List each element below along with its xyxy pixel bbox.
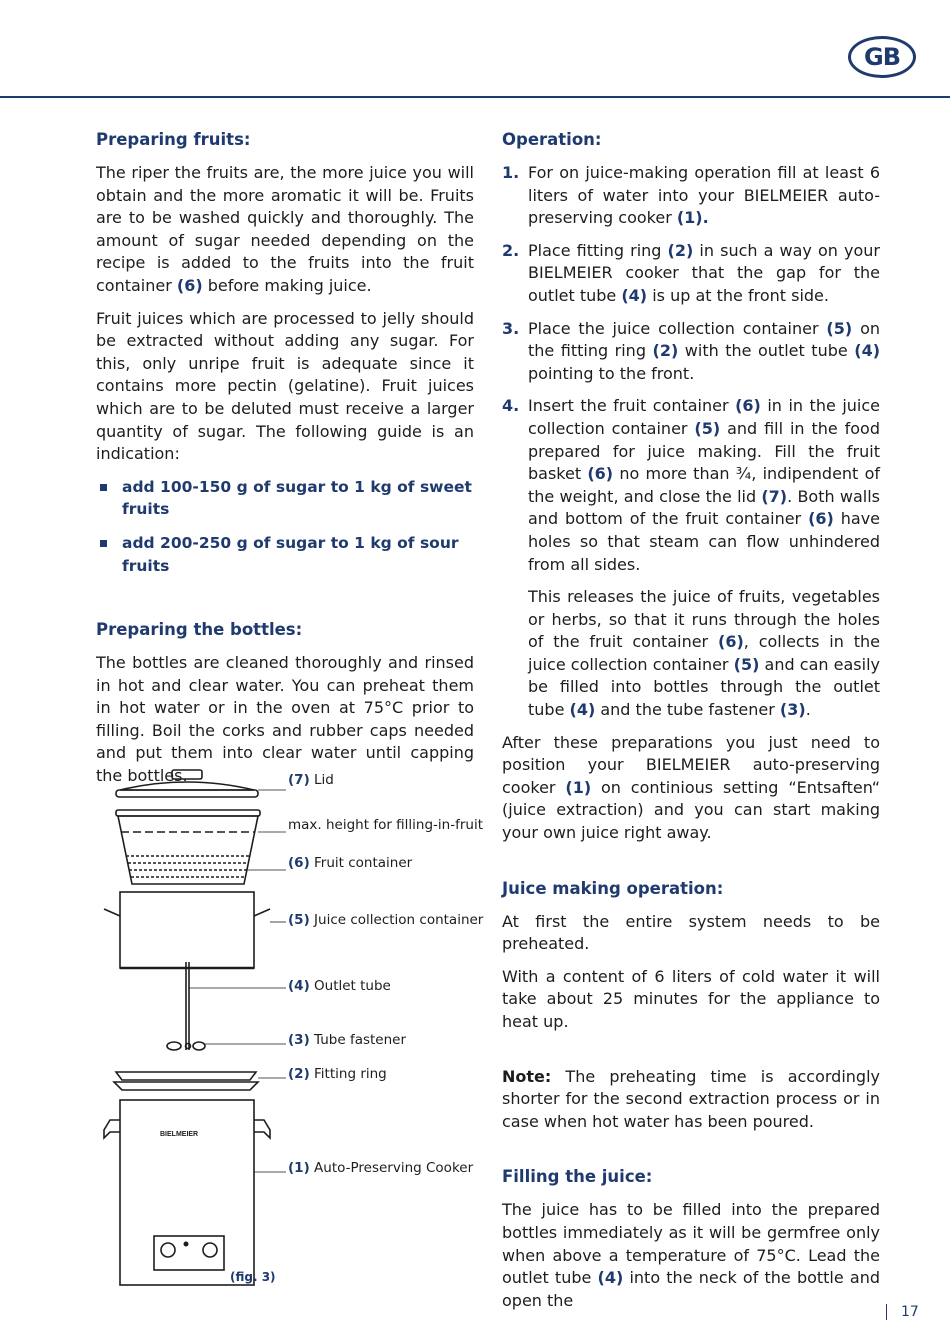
cooker-brand: BIELMEIER (160, 1131, 199, 1138)
paragraph: At first the entire system needs to be preheated. (502, 911, 880, 954)
step-item: 4. Insert the fruit container (6) in in the juice collection container (5) and fill in the food prepared for juice making. Fill the fruit basket (6) no more than ¾, indipendent of the weight, and close the lid (7). Both walls and bottom of the fruit container (6) have holes so that steam can flow unhindered from all sides. This releases the juice of fruits, vegetables or herbs, so that it runs through the holes of the fruit container (6), collects in the juice collection container (5) and can easily be filled into bottles through the outlet tube (4) and the tube fastener (3). (502, 396, 881, 720)
list-item: add 100-150 g of sugar to 1 kg of sweet fruits (96, 476, 474, 521)
operation-steps (502, 162, 880, 722)
language-badge: GB (848, 36, 916, 78)
step-item: 2. Place fitting ring (2) in such a way on your BIELMEIER cooker that the gap for the outlet tube (4) is up at the front side. (502, 240, 881, 305)
paragraph: The riper the fruits are, the more juice you will obtain and the more aromatic it will be. Fruits are to be washed quickly and thoroughly. The amount of sugar needed depending on the recipe is added to the fruits into the fruit container (6) before making juice. (96, 163, 474, 295)
label-fruit-container: (6) Fruit container (288, 855, 413, 871)
label-lid: (7) Lid (288, 772, 334, 788)
leader-lines (189, 790, 286, 1172)
label-outlet-tube: (4) Outlet tube (288, 978, 391, 994)
label-tube-fastener: (3) Tube fastener (288, 1032, 407, 1048)
appliance-drawing (96, 760, 486, 1290)
section-title-filling-juice: Filling the juice: (502, 1167, 653, 1187)
paragraph: Fruit juices which are processed to jelly should be extracted without adding any sugar. For this, only unripe fruit is adequate since it contains more pectin (gelatine). Fruit juices which are to be deluted must receive a larger quantity of sugar. The following guide is an indication: (96, 308, 474, 464)
header-rule (0, 96, 950, 98)
right-column (502, 128, 880, 1322)
note-paragraph: Note: The preheating time is accordingly shorter for the second extraction process or in case when hot water has been poured. (502, 1066, 880, 1131)
label-fitting-ring: (2) Fitting ring (288, 1066, 387, 1082)
left-column (96, 128, 474, 798)
paragraph: The bottles are cleaned thoroughly and rinsed in hot and clear water. You can preheat them in hot water or in the oven at 75°C prior to filling. Boil the corks and rubber caps needed and put them into clear water until capping the bottles. (96, 653, 474, 786)
figure-caption: (fig. 3) (230, 1270, 276, 1284)
step-item: 3. Place the juice collection container (5) on the fitting ring (2) with the outlet tube (4) pointing to the front. (502, 318, 881, 383)
lid-shape (116, 770, 258, 797)
section-title-operation: Operation: (502, 130, 602, 149)
paragraph: The juice has to be filled into the prepared bottles immediately as it will be germfree only when above a temperature of 75°C. Lead the outlet tube (4) into the neck of the bottle and open the (502, 1200, 880, 1310)
label-juice-container: (5) Juice collection container (288, 912, 484, 928)
step-item: 1. For on juice-making operation fill at least 6 liters of water into your BIELMEIER auto-preserving cooker (1). (502, 163, 880, 228)
paragraph: With a content of 6 liters of cold water it will take about 25 minutes for the appliance to heat up. (502, 966, 880, 1031)
section-title-preparing-fruits: Preparing fruits: (96, 130, 251, 149)
fitting-ring-shape (114, 1072, 258, 1090)
section-title-juice-making: Juice making operation: (502, 878, 724, 898)
sugar-guide-list (96, 476, 474, 577)
outlet-tube-shape (186, 962, 189, 1050)
label-cooker: (1) Auto-Preserving Cooker (288, 1160, 474, 1176)
paragraph: After these preparations you just need to position your BIELMEIER auto-preserving cooker (1) on continious setting “Entsaften“ (juice extraction) and you can start making your own juice right away. (502, 732, 881, 843)
cooker-shape (104, 1100, 270, 1285)
section-title-preparing-bottles: Preparing the bottles: (96, 620, 303, 640)
list-item: add 200-250 g of sugar to 1 kg of sour fruits (96, 532, 474, 577)
fruit-container-shape (116, 810, 260, 884)
juice-container-shape (104, 892, 270, 968)
page-number: 17 (886, 1304, 919, 1320)
label-max-height: max. height for filling-in-fruit (288, 817, 484, 833)
appliance-diagram (96, 760, 486, 1290)
